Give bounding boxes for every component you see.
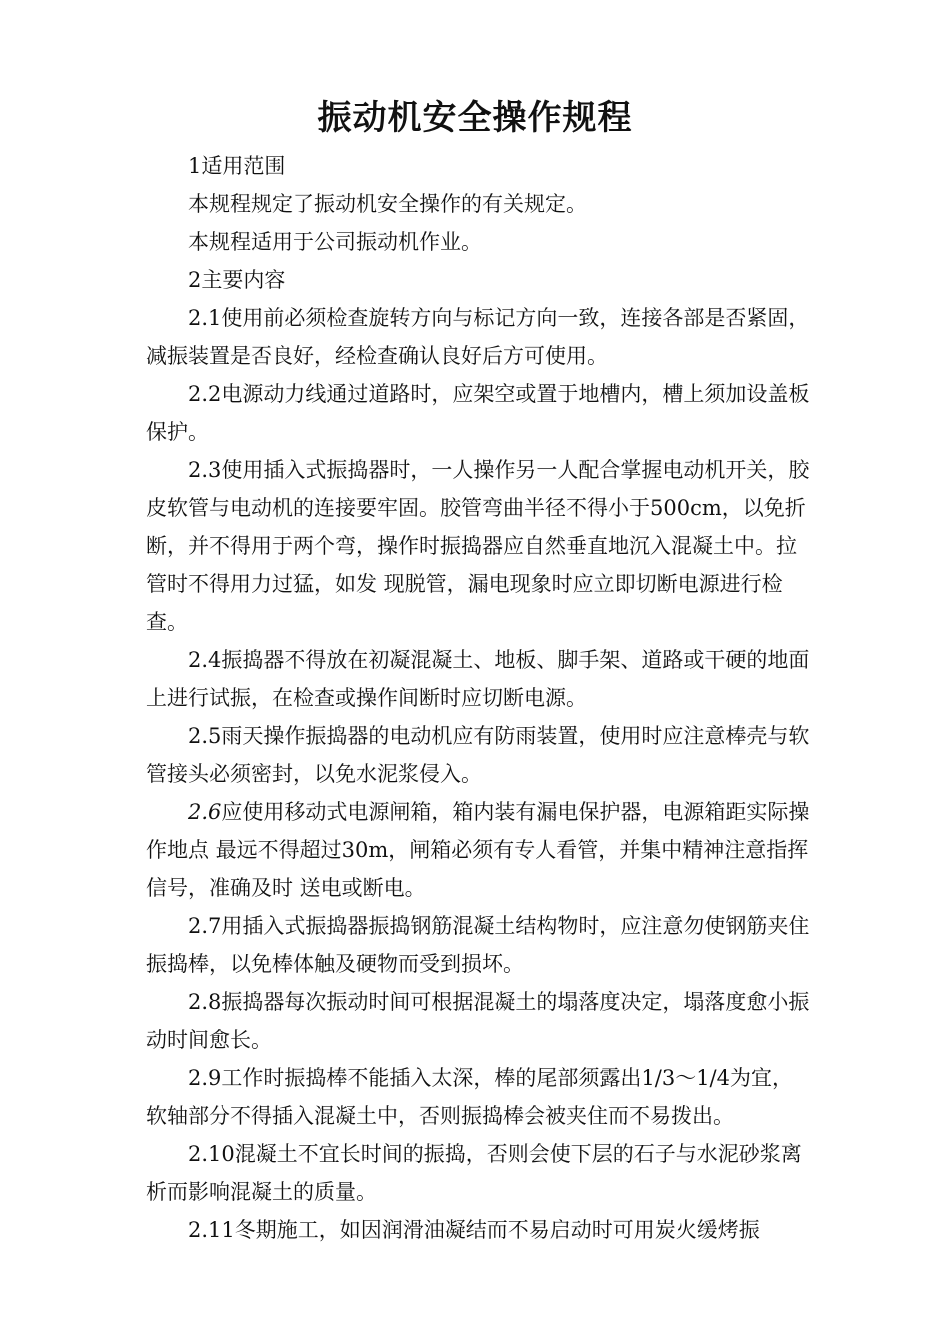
paragraph: 本规程适用于公司振动机作业。 (188, 230, 482, 254)
clause-2-6-text: 应使用移动式电源闸箱，箱内装有漏电保护器，电源箱距实际操作地点 最远不得超过30m，闸箱必须有专人看管，并集中精神注意指挥信号，准确及时 送电或断电。 (146, 800, 810, 900)
clause-2-3: 2.3使用插入式振捣器时，一人操作另一人配合掌握电动机开关，胶皮软管与电动机的连接要牢固。胶管弯曲半径不得小于500cm，以免折断，并不得用于两个弯，操作时振捣器应自然垂直地沉入混凝土中。拉管时不得用力过猛，如发 现脱管，漏电现象时应立即切断电源进行检查。 (146, 458, 810, 634)
clause-2-9: 2.9工作时振捣棒不能插入太深，棒的尾部须露出1/3〜1/4为宜，软轴部分不得插入混凝土中，否则振捣棒会被夹住而不易拨出。 (146, 1066, 793, 1128)
clause-2-7: 2.7用插入式振捣器振捣钢筋混凝土结构物时，应注意勿使钢筋夹住振捣棒，以免棒体触及硬物而受到损坏。 (146, 914, 810, 976)
clause-2-1: 2.1使用前必须检查旋转方向与标记方向一致，连接各部是否紧固，减振装置是否良好，经检查确认良好后方可使用。 (146, 306, 810, 368)
clause-2-2: 2.2电源动力线通过道路时，应架空或置于地槽内，槽上须加设盖板保护。 (146, 382, 810, 444)
paragraph: 本规程规定了振动机安全操作的有关规定。 (188, 192, 587, 216)
clause-2-5: 2.5雨天操作振捣器的电动机应有防雨装置，使用时应注意棒壳与软管接头必须密封，以免水泥浆侵入。 (146, 724, 810, 786)
clause-2-6 (146, 793, 810, 907)
document-title: 振动机安全操作规程 (317, 98, 633, 138)
clause-2-10: 2.10混凝土不宜长时间的振捣，否则会使下层的石子与水泥砂浆离析而影响混凝土的质量。 (146, 1142, 802, 1204)
clause-2-11: 2.11冬期施工，如因润滑油凝结而不易启动时可用炭火缓烤振 (188, 1218, 760, 1242)
clause-2-6-number: 2.6 (188, 800, 222, 824)
clause-2-8: 2.8振捣器每次振动时间可根据混凝土的塌落度决定，塌落度愈小振动时间愈长。 (146, 990, 810, 1052)
clause-2-4: 2.4振捣器不得放在初凝混凝土、地板、脚手架、道路或干硬的地面上进行试振，在检查或操作间断时应切断电源。 (146, 648, 810, 710)
section-heading-scope: 1适用范围 (188, 154, 286, 178)
section-heading-main-content: 2主要内容 (188, 268, 286, 292)
document-body (146, 147, 810, 1249)
